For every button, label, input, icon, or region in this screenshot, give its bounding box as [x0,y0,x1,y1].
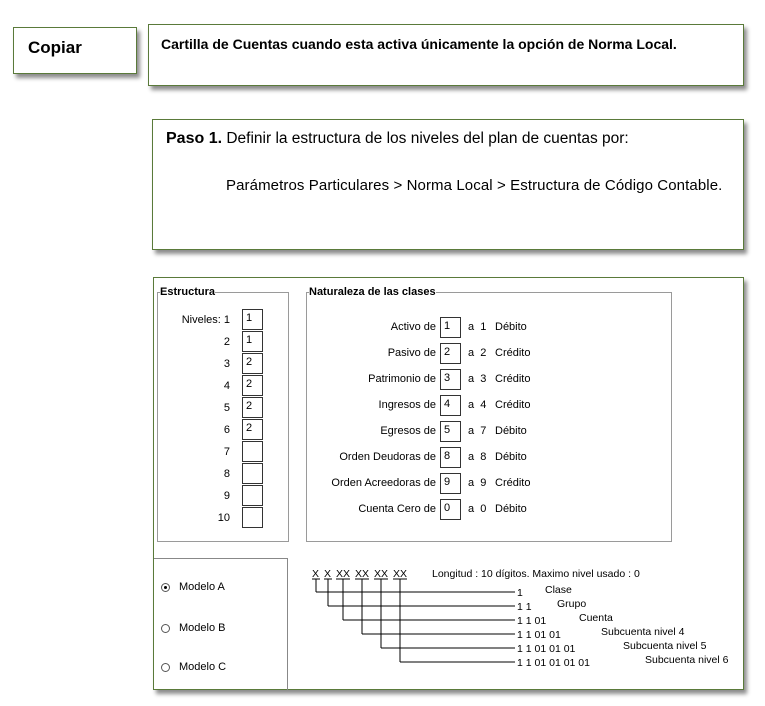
code-segment: X [324,568,332,580]
level-input[interactable] [242,507,263,528]
level-input[interactable]: 2 [242,419,263,440]
code-structure-diagram [309,564,729,684]
structure-window [153,277,744,690]
code-segment: XX [336,568,351,580]
class-to-label: a 2 [468,347,487,359]
modelo-radio[interactable] [161,583,170,592]
level-input[interactable]: 1 [242,309,263,330]
step-path: Parámetros Particulares > Norma Local > Estructura de Código Contable. [226,177,723,194]
code-segment: XX [393,568,408,580]
class-nature-label: Crédito [495,347,531,359]
copiar-label: Copiar [28,38,82,57]
class-name-label: Egresos de [380,425,436,437]
class-name-label: Orden Deudoras de [339,451,436,463]
modelo-label[interactable]: Modelo B [179,622,226,634]
class-nature-label: Débito [495,321,527,333]
modelo-radio[interactable] [161,624,170,633]
class-from-input[interactable]: 9 [440,473,461,494]
step-card [152,119,744,250]
class-nature-label: Débito [495,451,527,463]
level-label: 3 [223,358,230,370]
level-label: 7 [223,446,230,458]
length-info: Longitud : 10 dígitos. Maximo nivel usado : 0 [432,568,640,580]
level-input[interactable] [242,441,263,462]
class-nature-label: Crédito [495,399,531,411]
level-input[interactable]: 2 [242,397,263,418]
niveles-label: Niveles: 1 [181,314,230,326]
class-from-input[interactable]: 8 [440,447,461,468]
class-name-label: Pasivo de [387,347,436,359]
level-label: 10 [217,512,230,524]
step-number: Paso 1. [166,130,223,147]
class-to-label: a 9 [468,477,487,489]
class-from-input[interactable]: 5 [440,421,461,442]
class-from-input[interactable]: 1 [440,317,461,338]
class-to-label: a 8 [468,451,487,463]
level-input[interactable]: 2 [242,375,263,396]
code-segment: XX [374,568,389,580]
code-segment: XX [355,568,370,580]
class-name-label: Activo de [390,321,436,333]
estructura-legend: Estructura [160,286,216,298]
title-card [148,24,744,86]
level-name: Grupo [557,598,587,610]
code-segment: X [312,568,320,580]
level-name: Subcuenta nivel 5 [623,640,707,652]
class-name-label: Cuenta Cero de [358,503,436,515]
class-nature-label: Débito [495,503,527,515]
class-to-label: a 3 [468,373,487,385]
class-name-label: Patrimonio de [368,373,436,385]
page-title: Cartilla de Cuentas cuando esta activa únicamente la opción de Norma Local. [161,36,677,52]
code-example: 1 1 01 01 01 [517,643,576,655]
class-nature-label: Crédito [495,477,531,489]
level-input[interactable] [242,463,263,484]
code-example: 1 1 [517,601,532,613]
step-text: Definir la estructura de los niveles del plan de cuentas por: [226,130,629,147]
code-example: 1 1 01 [517,615,547,627]
level-input[interactable] [242,485,263,506]
class-to-label: a 0 [468,503,487,515]
class-nature-label: Débito [495,425,527,437]
level-name: Cuenta [579,612,613,624]
level-input[interactable]: 2 [242,353,263,374]
class-name-label: Orden Acreedoras de [331,477,436,489]
class-to-label: a 4 [468,399,487,411]
level-label: 5 [223,402,230,414]
level-input[interactable]: 1 [242,331,263,352]
code-example: 1 1 01 01 01 01 [517,657,590,669]
level-label: 8 [223,468,230,480]
level-label: 9 [223,490,230,502]
class-from-input[interactable]: 2 [440,343,461,364]
step-line [166,130,629,148]
modelo-radio[interactable] [161,663,170,672]
class-from-input[interactable]: 4 [440,395,461,416]
code-example: 1 1 01 01 [517,629,561,641]
class-from-input[interactable]: 0 [440,499,461,520]
level-name: Subcuenta nivel 4 [601,626,685,638]
class-to-label: a 7 [468,425,487,437]
level-label: 2 [223,336,230,348]
class-from-input[interactable]: 3 [440,369,461,390]
modelo-label[interactable]: Modelo C [179,661,227,673]
class-name-label: Ingresos de [378,399,436,411]
code-example: 1 [517,587,523,599]
level-label: 4 [223,380,230,392]
class-nature-label: Crédito [495,373,531,385]
modelo-label[interactable]: Modelo A [179,581,225,593]
naturaleza-legend: Naturaleza de las clases [309,286,436,298]
level-label: 6 [223,424,230,436]
level-name: Clase [545,584,572,596]
copiar-button[interactable] [13,27,137,74]
level-name: Subcuenta nivel 6 [645,654,729,666]
class-to-label: a 1 [468,321,487,333]
